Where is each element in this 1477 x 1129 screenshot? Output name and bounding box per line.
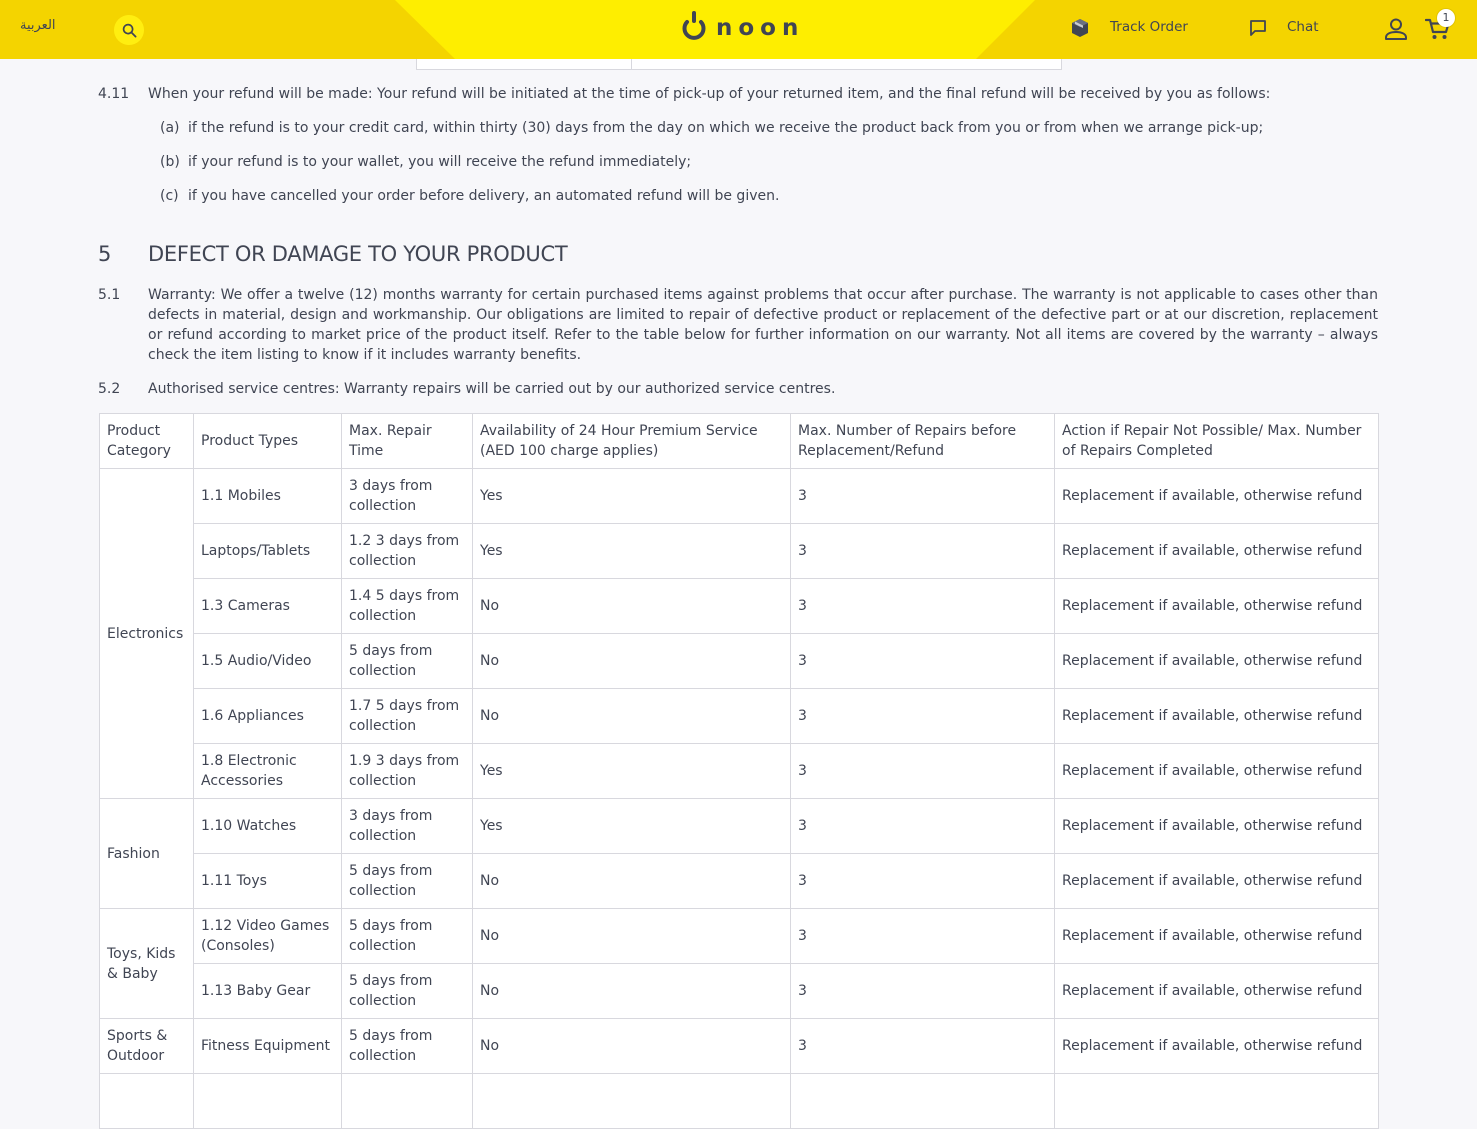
logo-text: noon <box>716 15 805 41</box>
product-type-cell: 1.8 Electronic Accessories <box>194 744 342 799</box>
repair-time-cell: 5 days from collection <box>342 634 473 689</box>
service-centres-clause-text: Authorised service centres: Warranty repairs will be carried out by our authorized service centres. <box>148 381 836 397</box>
logo-mark-icon <box>680 10 708 44</box>
search-icon <box>122 23 137 38</box>
action-cell: Replacement if available, otherwise refund <box>1055 799 1379 854</box>
max-repairs-cell: 3 <box>791 744 1055 799</box>
table-row <box>100 634 1379 689</box>
repair-time-cell: 5 days from collection <box>342 1019 473 1074</box>
package-icon[interactable] <box>1069 17 1091 39</box>
action-cell: Replacement if available, otherwise refund <box>1055 1019 1379 1074</box>
clause-number: 5.2 <box>98 381 121 397</box>
max-repairs-cell: 3 <box>791 799 1055 854</box>
product-type-cell: 1.11 Toys <box>194 854 342 909</box>
table-row <box>100 964 1379 1019</box>
premium-service-cell: No <box>473 964 791 1019</box>
repair-time-cell: 5 days from collection <box>342 909 473 964</box>
product-type-cell: 1.10 Watches <box>194 799 342 854</box>
product-type-cell: 1.6 Appliances <box>194 689 342 744</box>
action-cell: Replacement if available, otherwise refund <box>1055 579 1379 634</box>
action-cell: Replacement if available, otherwise refund <box>1055 689 1379 744</box>
product-type-cell: Laptops/Tablets <box>194 524 342 579</box>
sub-clause-label: (b) <box>160 154 180 170</box>
sub-clause-label: (a) <box>160 120 180 136</box>
table-row <box>100 469 1379 524</box>
action-cell: Replacement if available, otherwise refund <box>1055 744 1379 799</box>
column-header: Max. Repair Time <box>342 414 473 469</box>
max-repairs-cell: 3 <box>791 689 1055 744</box>
warranty-table <box>99 413 1379 1129</box>
premium-service-cell: No <box>473 689 791 744</box>
repair-time-cell: 1.9 3 days from collection <box>342 744 473 799</box>
table-header-row <box>100 414 1379 469</box>
repair-time-cell: 1.4 5 days from collection <box>342 579 473 634</box>
column-header: Action if Repair Not Possible/ Max. Number of Repairs Completed <box>1055 414 1379 469</box>
product-type-cell: 1.3 Cameras <box>194 579 342 634</box>
category-cell: Fashion <box>100 799 194 909</box>
premium-service-cell: No <box>473 634 791 689</box>
sub-clause-text: if your refund is to your wallet, you will receive the refund immediately; <box>188 154 692 170</box>
repair-time-cell: 3 days from collection <box>342 469 473 524</box>
product-type-cell: Fitness Equipment <box>194 1019 342 1074</box>
section-number: 5 <box>98 242 112 266</box>
repair-time-cell: 5 days from collection <box>342 854 473 909</box>
account-icon[interactable] <box>1383 16 1409 42</box>
max-repairs-cell: 3 <box>791 909 1055 964</box>
clause-number: 4.11 <box>98 86 130 102</box>
cart-count-badge: 1 <box>1437 9 1455 27</box>
max-repairs-cell: 3 <box>791 634 1055 689</box>
sub-clause-text: if you have cancelled your order before delivery, an automated refund will be given. <box>188 188 780 204</box>
max-repairs-cell: 3 <box>791 579 1055 634</box>
action-cell: Replacement if available, otherwise refund <box>1055 469 1379 524</box>
table-row <box>100 1019 1379 1074</box>
action-cell: Replacement if available, otherwise refund <box>1055 909 1379 964</box>
table-row <box>100 689 1379 744</box>
premium-service-cell: No <box>473 854 791 909</box>
search-button[interactable] <box>114 15 144 45</box>
premium-service-cell: No <box>473 1019 791 1074</box>
max-repairs-cell: 3 <box>791 964 1055 1019</box>
table-row <box>100 854 1379 909</box>
noon-logo[interactable] <box>680 10 804 44</box>
repair-time-cell: 5 days from collection <box>342 964 473 1019</box>
chat-icon[interactable] <box>1248 18 1268 38</box>
max-repairs-cell: 3 <box>791 469 1055 524</box>
product-type-cell: 1.5 Audio/Video <box>194 634 342 689</box>
category-cell: Sports & Outdoor <box>100 1019 194 1074</box>
clause-number: 5.1 <box>98 287 121 303</box>
premium-service-cell: Yes <box>473 524 791 579</box>
track-order-link[interactable]: Track Order <box>1110 19 1188 35</box>
table-row <box>100 524 1379 579</box>
premium-service-cell: Yes <box>473 469 791 524</box>
max-repairs-cell: 3 <box>791 524 1055 579</box>
repair-time-cell: 1.2 3 days from collection <box>342 524 473 579</box>
max-repairs-cell: 3 <box>791 1019 1055 1074</box>
site-header <box>0 0 1477 59</box>
repair-time-cell: 3 days from collection <box>342 799 473 854</box>
action-cell: Replacement if available, otherwise refund <box>1055 854 1379 909</box>
repair-time-cell: 1.7 5 days from collection <box>342 689 473 744</box>
action-cell: Replacement if available, otherwise refund <box>1055 634 1379 689</box>
category-cell: Toys, Kids & Baby <box>100 909 194 1019</box>
action-cell: Replacement if available, otherwise refund <box>1055 524 1379 579</box>
clause-text: When your refund will be made: Your refund will be initiated at the time of pick-up of your returned item, and the final refund will be received by you as follows: <box>148 86 1271 102</box>
premium-service-cell: Yes <box>473 799 791 854</box>
sub-clause-label: (c) <box>160 188 179 204</box>
table-row <box>100 799 1379 854</box>
table-row <box>100 744 1379 799</box>
product-type-cell: 1.1 Mobiles <box>194 469 342 524</box>
action-cell: Replacement if available, otherwise refund <box>1055 964 1379 1019</box>
table-row <box>100 579 1379 634</box>
column-header: Product Types <box>194 414 342 469</box>
sub-clause-text: if the refund is to your credit card, within thirty (30) days from the day on which we receive the product back from you or from when we arrange pick-up; <box>188 120 1264 136</box>
premium-service-cell: No <box>473 909 791 964</box>
table-row <box>100 909 1379 964</box>
column-header: Product Category <box>100 414 194 469</box>
section-title: DEFECT OR DAMAGE TO YOUR PRODUCT <box>148 242 568 266</box>
premium-service-cell: No <box>473 579 791 634</box>
product-type-cell: 1.12 Video Games (Consoles) <box>194 909 342 964</box>
premium-service-cell: Yes <box>473 744 791 799</box>
column-header: Availability of 24 Hour Premium Service (AED 100 charge applies) <box>473 414 791 469</box>
max-repairs-cell: 3 <box>791 854 1055 909</box>
warranty-clause-text: Warranty: We offer a twelve (12) months warranty for certain purchased items against problems that occur after purchase. The warranty is not applicable to cases other than defects in material, design and workmanship. Our obligations are limited to repair of defective product or replacement of the defective part or at our discretion, replacement or refund according to market price of the product itself. Refer to the table below for further information on our warranty. Not all items are covered by the warranty – always check the item listing to know if it includes warranty benefits. <box>148 287 1378 363</box>
product-type-cell: 1.13 Baby Gear <box>194 964 342 1019</box>
column-header: Max. Number of Repairs before Replacement/Refund <box>791 414 1055 469</box>
language-toggle[interactable]: العربية <box>20 18 56 33</box>
chat-link[interactable]: Chat <box>1287 19 1319 35</box>
category-cell: Electronics <box>100 469 194 799</box>
